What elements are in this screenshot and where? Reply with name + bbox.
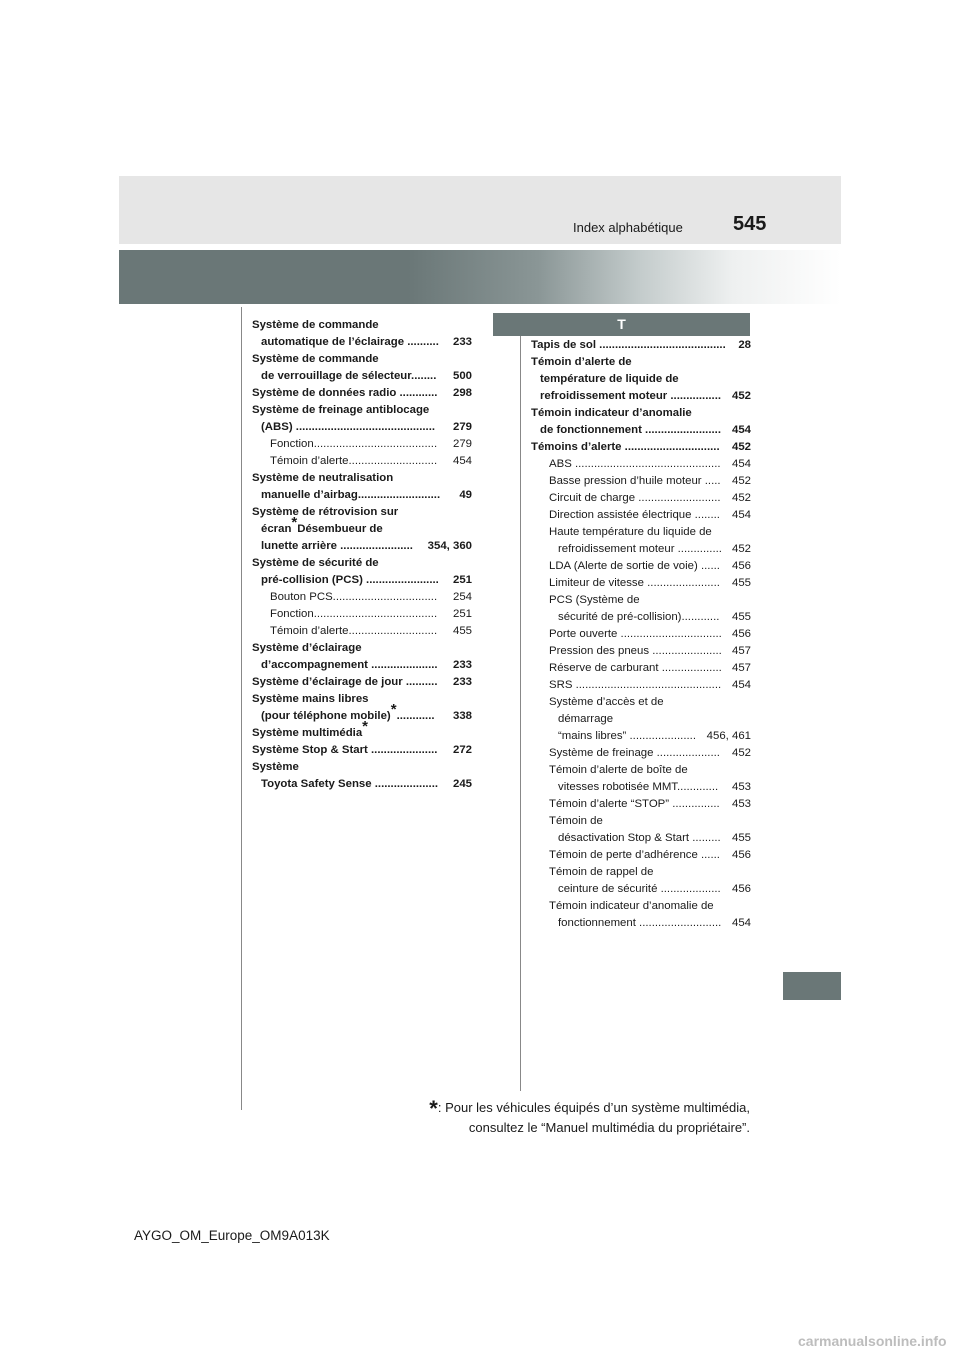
index-entry-text: manuelle d’airbag.......................... — [261, 489, 441, 501]
index-entry — [252, 419, 472, 436]
index-entry — [531, 575, 751, 592]
index-entry-text: Fonction....................................... — [270, 608, 438, 620]
index-entry-text: Témoin de — [549, 815, 603, 827]
index-entry-page[interactable]: 453 — [731, 781, 751, 793]
index-entry-text: Système de données radio ............ — [252, 387, 438, 399]
index-entry-text: pré-collision (PCS) ....................... — [261, 574, 439, 586]
index-entry — [252, 402, 472, 419]
index-entry — [252, 776, 472, 793]
index-entry — [252, 453, 472, 470]
index-entry-page[interactable]: 454 — [452, 455, 472, 467]
index-entry-text: de fonctionnement ........................ — [540, 424, 721, 436]
index-entry-page[interactable]: 279 — [452, 438, 472, 450]
index-entry — [531, 677, 751, 694]
index-entry-text: automatique de l’éclairage .......... — [261, 336, 439, 348]
index-entry-page[interactable]: 452 — [731, 492, 751, 504]
index-entry-text: refroidissement moteur ................ — [540, 390, 722, 402]
index-entry — [531, 456, 751, 473]
index-entry — [531, 337, 751, 354]
index-entry-page[interactable]: 454 — [731, 509, 751, 521]
index-entry — [531, 728, 751, 745]
index-entry-page[interactable]: 455 — [731, 832, 751, 844]
index-entry-page[interactable]: 28 — [738, 339, 751, 351]
index-entry-text: (pour téléphone mobile) — [261, 710, 391, 722]
index-entry-text: Système de rétrovision sur — [252, 506, 399, 518]
index-entry-page[interactable]: 49 — [459, 489, 472, 501]
index-entry — [531, 422, 751, 439]
index-entry-page[interactable]: 245 — [452, 778, 472, 790]
index-entry-text: refroidissement moteur .............. — [558, 543, 722, 555]
document-code: AYGO_OM_Europe_OM9A013K — [134, 1228, 330, 1243]
index-entry-text: Circuit de charge .......................... — [549, 492, 721, 504]
left-column-rule — [241, 307, 242, 1110]
asterisk-icon: * — [390, 701, 397, 719]
index-entry-text: Témoin indicateur d’anomalie de — [549, 900, 714, 912]
index-entry-text: Système de freinage .................... — [549, 747, 720, 759]
index-entry-text: d’accompagnement ..................... — [261, 659, 438, 671]
index-entry — [252, 691, 472, 708]
index-column-right — [531, 337, 751, 932]
index-entry-page[interactable]: 279 — [452, 421, 472, 433]
index-entry — [531, 864, 751, 881]
index-entry-text: démarrage — [558, 713, 614, 725]
index-entry-text: Système multimédia — [252, 727, 363, 739]
index-entry — [531, 830, 751, 847]
index-entry-page[interactable]: 452 — [731, 390, 751, 402]
index-entry-text: Système d’éclairage — [252, 642, 362, 654]
index-entry-page[interactable]: 455 — [731, 611, 751, 623]
index-entry-text: Témoin indicateur d’anomalie — [531, 407, 692, 419]
index-entry — [531, 405, 751, 422]
index-entry — [252, 436, 472, 453]
page-number: 545 — [733, 213, 767, 235]
index-entry-text: Système de freinage antiblocage — [252, 404, 430, 416]
index-entry — [531, 388, 751, 405]
index-entry — [252, 674, 472, 691]
index-entry — [531, 915, 751, 932]
index-entry — [252, 487, 472, 504]
watermark: carmanualsonline.info — [798, 1333, 947, 1349]
index-entry-page[interactable]: 454 — [731, 424, 751, 436]
index-entry-text: désactivation Stop & Start ......... — [558, 832, 721, 844]
index-entry — [531, 371, 751, 388]
middle-column-rule — [520, 323, 521, 1091]
index-entry-text-cont: ............ — [396, 710, 435, 722]
index-entry-text: ABS .............................................. — [549, 458, 721, 470]
section-title: Index alphabétique — [573, 220, 683, 235]
index-entry-text: Témoin d’alerte............................ — [270, 625, 438, 637]
index-entry — [252, 470, 472, 487]
index-entry-text: vitesses robotisée MMT............. — [558, 781, 719, 793]
index-entry — [531, 881, 751, 898]
index-entry — [252, 589, 472, 606]
index-entry-text: Système mains libres — [252, 693, 369, 705]
index-entry-text: Système de commande — [252, 353, 379, 365]
decorative-gradient-bar — [119, 250, 841, 304]
index-entry-text: Système de commande — [252, 319, 379, 331]
index-entry-page[interactable]: 298 — [452, 387, 472, 399]
index-entry — [252, 606, 472, 623]
index-entry — [252, 623, 472, 640]
index-entry-page[interactable]: 456 — [731, 560, 751, 572]
chapter-side-tab — [783, 972, 841, 1000]
index-entry — [531, 609, 751, 626]
index-entry — [252, 334, 472, 351]
index-entry-page[interactable]: 457 — [731, 662, 751, 674]
index-entry — [252, 742, 472, 759]
index-entry-text: Porte ouverte ................................ — [549, 628, 722, 640]
index-entry — [531, 762, 751, 779]
index-entry-page[interactable]: 500 — [452, 370, 472, 382]
index-entry-page[interactable]: 456 — [731, 849, 751, 861]
index-entry-text: “mains libres” ..................... — [558, 730, 696, 742]
index-entry-text: lunette arrière ....................... — [261, 540, 413, 552]
index-entry-text: Basse pression d’huile moteur ..... — [549, 475, 721, 487]
index-entry — [252, 759, 472, 776]
index-entry — [252, 351, 472, 368]
index-entry-page[interactable]: 452 — [731, 747, 751, 759]
index-entry — [531, 745, 751, 762]
index-entry — [252, 514, 472, 538]
index-entry — [531, 439, 751, 456]
index-entry-text: Tapis de sol ........................................ — [531, 339, 726, 351]
index-entry-text: Fonction....................................... — [270, 438, 438, 450]
index-entry-page[interactable]: 338 — [452, 710, 472, 722]
index-entry-page[interactable]: 454 — [731, 458, 751, 470]
index-entry — [252, 504, 472, 521]
index-entry-page[interactable]: 456, 461 — [706, 730, 751, 742]
index-entry-page[interactable]: 233 — [452, 336, 472, 348]
index-entry — [252, 368, 472, 385]
index-entry — [531, 490, 751, 507]
index-entry-page[interactable]: 254 — [452, 591, 472, 603]
index-entry-page[interactable]: 251 — [452, 608, 472, 620]
index-entry — [531, 643, 751, 660]
index-entry-text: écran — [261, 523, 292, 535]
index-entry — [531, 592, 751, 609]
index-entry — [531, 626, 751, 643]
index-entry — [531, 694, 751, 711]
index-entry-text: Haute température du liquide de — [549, 526, 712, 538]
index-entry — [252, 657, 472, 674]
index-entry-page[interactable]: 251 — [452, 574, 472, 586]
index-entry — [531, 898, 751, 915]
index-entry-text: ceinture de sécurité ................... — [558, 883, 721, 895]
index-entry-text: Système — [252, 761, 299, 773]
index-entry — [531, 847, 751, 864]
index-entry — [531, 813, 751, 830]
index-entry-text: Témoin de perte d’adhérence ...... — [549, 849, 720, 861]
index-entry-text: Témoin de rappel de — [549, 866, 654, 878]
index-entry-text: Témoin d’alerte............................ — [270, 455, 438, 467]
index-entry-page[interactable]: 354, 360 — [427, 540, 472, 552]
index-entry-page[interactable]: 455 — [452, 625, 472, 637]
index-entry-text: Réserve de carburant ................... — [549, 662, 722, 674]
index-entry — [531, 711, 751, 728]
footnote-line-1: : Pour les véhicules équipés d’un système multimédia, — [437, 1100, 750, 1115]
index-entry-text: fonctionnement .......................... — [558, 917, 722, 929]
index-entry-page[interactable]: 454 — [731, 679, 751, 691]
index-entry — [252, 538, 472, 555]
index-entry-text-cont: Désembueur de — [297, 523, 383, 535]
footnote-star-icon: * — [429, 1096, 438, 1121]
index-entry-page[interactable]: 452 — [731, 543, 751, 555]
index-entry — [531, 796, 751, 813]
index-entry-page[interactable]: 272 — [452, 744, 472, 756]
index-entry-text: sécurité de pré-collision)............ — [558, 611, 720, 623]
index-entry — [252, 718, 472, 742]
index-entry-text: de verrouillage de sélecteur........ — [261, 370, 437, 382]
index-entry-text: Direction assistée électrique ........ — [549, 509, 720, 521]
footnote — [429, 1098, 750, 1137]
index-entry-text: Témoin d’alerte de boîte de — [549, 764, 688, 776]
index-entry-text: Système de neutralisation — [252, 472, 394, 484]
index-entry — [531, 558, 751, 575]
index-entry-text: Témoin d’alerte “STOP” ............... — [549, 798, 720, 810]
index-entry-page[interactable]: 455 — [731, 577, 751, 589]
index-entry — [531, 354, 751, 371]
index-entry — [252, 317, 472, 334]
index-entry — [252, 555, 472, 572]
asterisk-icon: * — [362, 718, 368, 736]
index-entry — [531, 660, 751, 677]
footnote-line-2: consultez le “Manuel multimédia du propriétaire”. — [468, 1120, 750, 1135]
index-entry — [531, 541, 751, 558]
index-entry-text: Système d’accès et de — [549, 696, 664, 708]
index-entry-text: Toyota Safety Sense .................... — [261, 778, 439, 790]
index-entry-text: (ABS) ............................................ — [261, 421, 436, 433]
index-column-left — [252, 317, 472, 793]
index-entry-page[interactable]: 453 — [731, 798, 751, 810]
index-entry-page[interactable]: 233 — [452, 659, 472, 671]
index-entry-text: Limiteur de vitesse ....................... — [549, 577, 720, 589]
index-entry-page[interactable]: 456 — [731, 883, 751, 895]
index-entry-text: SRS .............................................. — [549, 679, 722, 691]
index-entry-page[interactable]: 456 — [731, 628, 751, 640]
index-entry-page[interactable]: 457 — [731, 645, 751, 657]
index-entry — [531, 507, 751, 524]
index-entry-text: température de liquide de — [540, 373, 679, 385]
index-entry — [531, 779, 751, 796]
index-entry-page[interactable]: 233 — [452, 676, 472, 688]
index-entry-text: PCS (Système de — [549, 594, 640, 606]
index-entry — [252, 572, 472, 589]
index-entry-text: Pression des pneus ...................... — [549, 645, 722, 657]
index-entry-text: Système de sécurité de — [252, 557, 379, 569]
index-entry-page[interactable]: 452 — [731, 441, 751, 453]
index-entry-text: Témoins d’alerte .............................. — [531, 441, 720, 453]
index-entry-page[interactable]: 454 — [731, 917, 751, 929]
index-entry — [252, 640, 472, 657]
index-entry — [252, 385, 472, 402]
index-entry-text: Bouton PCS................................. — [270, 591, 438, 603]
index-letter-header: T — [493, 313, 750, 336]
index-entry-page[interactable]: 452 — [731, 475, 751, 487]
asterisk-icon: * — [291, 514, 298, 532]
index-entry — [531, 473, 751, 490]
index-entry — [531, 524, 751, 541]
index-entry-text: Système d’éclairage de jour .......... — [252, 676, 438, 688]
index-entry-text: LDA (Alerte de sortie de voie) ...... — [549, 560, 720, 572]
index-entry-text: Témoin d’alerte de — [531, 356, 632, 368]
index-entry-text: Système Stop & Start ..................... — [252, 744, 438, 756]
